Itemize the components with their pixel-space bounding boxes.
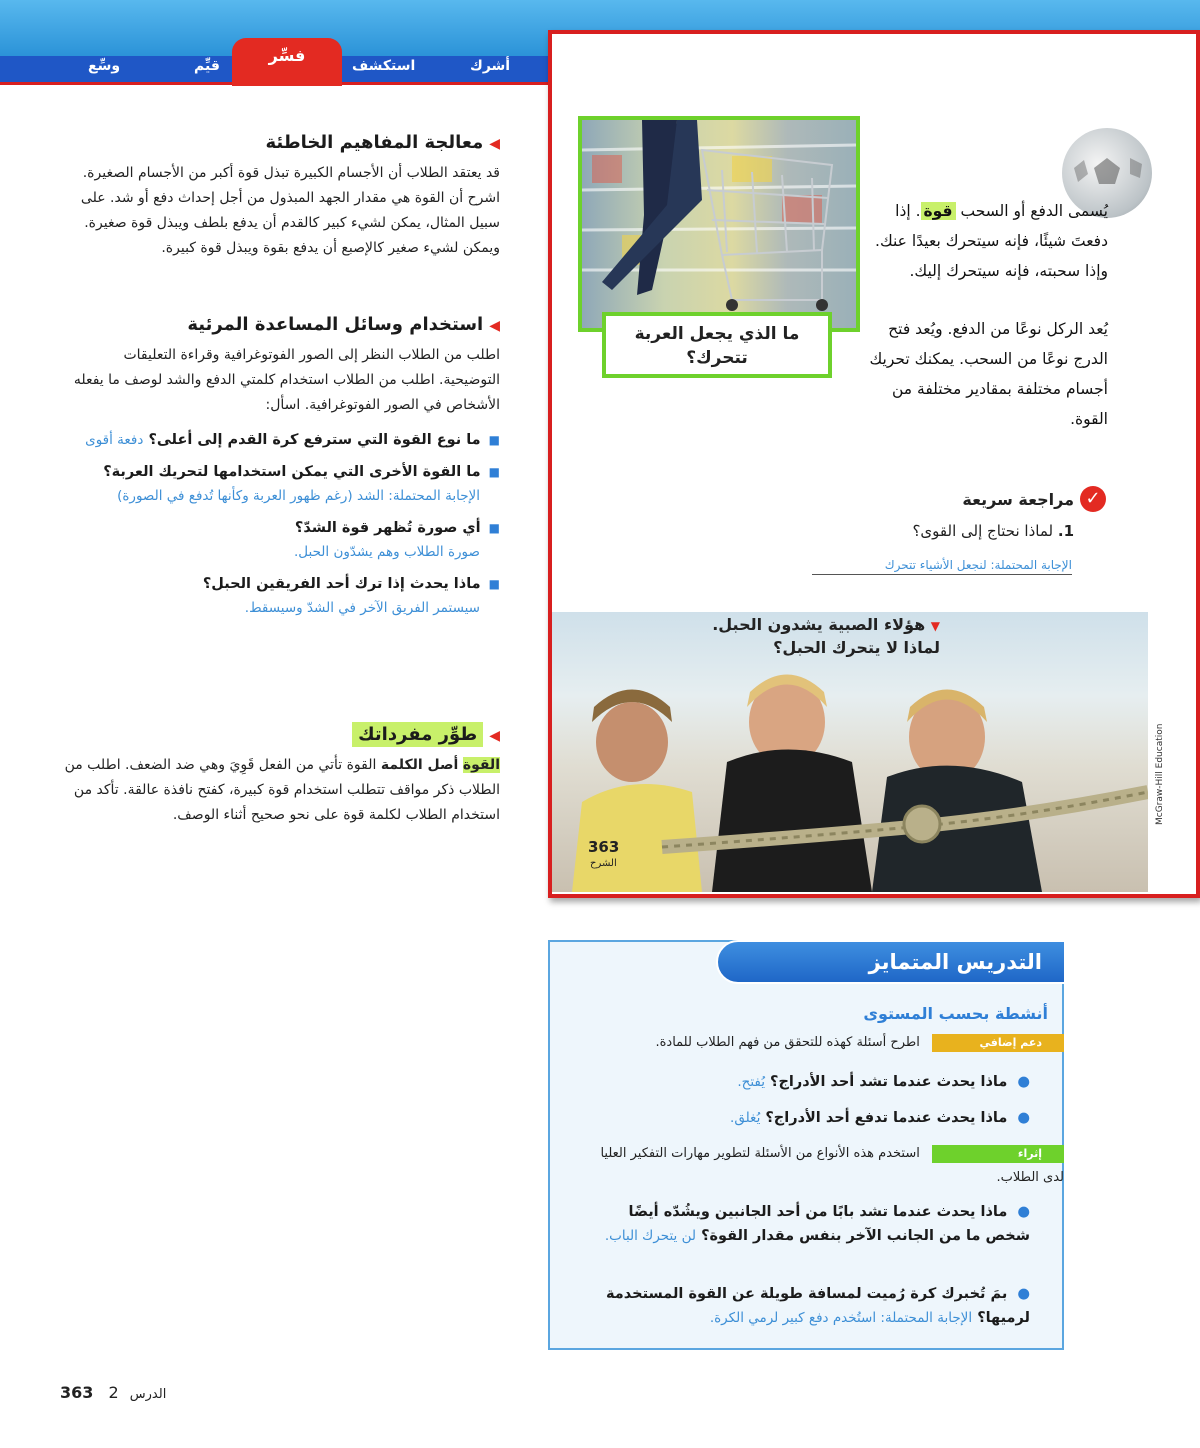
visual-question-list bbox=[60, 428, 500, 620]
question-text: ماذا يحدث عندما تدفع أحد الأدراج؟ bbox=[765, 1110, 1008, 1126]
square-bullet-icon: ■ bbox=[488, 577, 500, 591]
vocab-heading bbox=[60, 724, 500, 745]
tab-evaluate[interactable]: قيِّم bbox=[194, 58, 220, 74]
para1-end: . إذا دفعتَ شيئًا، فإنه سيتحرك بعيدًا عنك. وإذا سحبته، فإنه سيتحرك إليك. bbox=[875, 202, 1108, 280]
question-text: ماذا يحدث إذا ترك أحد الفريقين الحبل؟ bbox=[202, 576, 481, 592]
cart-caption: ما الذي يجعل العربة تتحرك؟ bbox=[602, 312, 832, 378]
visuals-heading bbox=[60, 314, 500, 335]
list-item bbox=[60, 516, 500, 564]
misconceptions-title: معالجة المفاهيم الخاطئة bbox=[265, 132, 484, 153]
question-text: لماذا نحتاج إلى القوى؟ bbox=[912, 522, 1054, 540]
footer-page-number: 363 bbox=[60, 1383, 94, 1402]
answer-text: سيستمر الفريق الآخر في الشدّ وسيسقط. bbox=[244, 600, 480, 616]
list-item bbox=[570, 1070, 1030, 1094]
footer-lesson-label: الدرس bbox=[129, 1387, 167, 1402]
question-text: ماذا يحدث عندما تشد بابًا من أحد الجانبين ويشُدّه أيضًا شخص ما من الجانب الآخر بنفس مقدار القوة؟ bbox=[628, 1204, 1030, 1244]
bullet-icon: ● bbox=[1017, 1074, 1030, 1090]
cart-illustration bbox=[582, 120, 856, 328]
bullet-icon: ● bbox=[1017, 1286, 1030, 1302]
quick-check-answer: الإجابة المحتملة: لنجعل الأشياء تتحرك bbox=[812, 558, 1072, 575]
force-definition-paragraph bbox=[870, 196, 1108, 286]
bullet-icon: ● bbox=[1017, 1204, 1030, 1220]
quick-check-title: مراجعة سريعة bbox=[962, 490, 1074, 509]
visuals-text: اطلب من الطلاب النظر إلى الصور الفوتوغرافية وقراءة التعليقات التوضيحية. اطلب من الطلاب استخدام كلمتي الدفع والشد لوصف ما يفعله الأشخاص في الصور الفوتوغرافية. اسأل: bbox=[73, 347, 500, 413]
rope-caption-text-1: هؤلاء الصبية يشدون الحبل. bbox=[712, 615, 926, 634]
misconceptions-text: قد يعتقد الطلاب أن الأجسام الكبيرة تبذل قوة أكبر من الأجسام الصغيرة. اشرح أن القوة هي مقدار الجهد المبذول من أجل إحداث دفع أو شد. على سبيل المثال، يمكن لشيء كبير كالقدم أن يدفع بلطف ويبذل قوة صغيرة. ويمكن لشيء صغير كالإصبع أن يدفع بقوة ويبذل قوة كبيرة. bbox=[80, 165, 500, 256]
vocab-body: القوة تأتي من الفعل قَوِيَ وهي ضد الضعف. اطلب من الطلاب ذكر مواقف تتطلب استخدام قوة كبيرة، كفتح نافذة عالقة. تأكد من استخدام الطلاب لكلمة قوة على نحو صحيح أثناء الوصف. bbox=[64, 757, 500, 823]
tab-explain[interactable]: فسِّر bbox=[232, 38, 342, 86]
force-term: قوة bbox=[921, 202, 956, 220]
checkmark-icon: ✓ bbox=[1080, 486, 1106, 512]
visuals-title: استخدام وسائل المساعدة المرئية bbox=[187, 314, 484, 335]
list-item bbox=[588, 1200, 1030, 1248]
question-text: ما القوة الأخرى التي يمكن استخدامها لتحريك العربة؟ bbox=[103, 464, 481, 480]
list-item bbox=[588, 1282, 1030, 1330]
push-pull-paragraph: يُعد الركل نوعًا من الدفع. ويُعد فتح الدرج نوعًا من السحب. يمكنك تحريك أجسام مختلفة بمقادير مختلفة من القوة. bbox=[869, 320, 1108, 428]
student-page-label: الشرح bbox=[590, 858, 617, 869]
list-item bbox=[60, 460, 500, 508]
vocab-section bbox=[60, 724, 500, 828]
square-bullet-icon: ■ bbox=[488, 465, 500, 479]
triangle-down-icon: ▼ bbox=[930, 619, 940, 633]
question-text: أي صورة تُظهر قوة الشدّ؟ bbox=[294, 520, 481, 536]
answer-text: الإجابة المحتملة: الشد (رغم ظهور العربة وكأنها تُدفع في الصورة) bbox=[117, 488, 480, 504]
rope-caption bbox=[640, 614, 940, 659]
student-page-number: 363 bbox=[588, 838, 620, 856]
square-bullet-icon: ■ bbox=[488, 433, 500, 447]
shopping-cart-photo bbox=[578, 116, 860, 332]
question-text: بمَ تُخبرك كرة رُميت لمسافة طويلة عن القوة المستخدمة لرميها؟ bbox=[605, 1286, 1030, 1326]
photo-credit: McGraw-Hill Education bbox=[1155, 723, 1165, 825]
enrichment-row bbox=[600, 1142, 1064, 1190]
square-bullet-icon: ■ bbox=[488, 521, 500, 535]
extra-support-row bbox=[570, 1034, 1064, 1052]
tab-engage[interactable]: أشرك bbox=[470, 58, 511, 74]
triangle-icon: ◀ bbox=[489, 136, 500, 152]
vocab-title: طوِّر مفرداتك bbox=[352, 722, 483, 747]
extra-support-tag: دعم إضافي bbox=[932, 1034, 1064, 1052]
rope-caption-line-2: لماذا لا يتحرك الحبل؟ bbox=[773, 638, 940, 657]
tab-explore[interactable]: استكشف bbox=[352, 58, 416, 74]
tab-extend[interactable]: وسِّع bbox=[88, 58, 121, 74]
vocab-text bbox=[60, 753, 500, 828]
triangle-icon: ◀ bbox=[489, 728, 500, 744]
vocab-word: القوة bbox=[462, 757, 500, 773]
misconceptions-section bbox=[60, 132, 500, 261]
extra-support-text: اطرح أسئلة كهذه للتحقق من فهم الطلاب للمادة. bbox=[655, 1035, 920, 1050]
footer-lesson-number: 2 bbox=[108, 1383, 119, 1402]
answer-text: صورة الطلاب وهم يشدّون الحبل. bbox=[293, 544, 480, 560]
question-number: 1. bbox=[1057, 522, 1074, 540]
answer-text: لن يتحرك الباب. bbox=[604, 1228, 696, 1244]
list-item bbox=[60, 572, 500, 620]
quick-check-question bbox=[820, 522, 1074, 540]
misconceptions-heading bbox=[60, 132, 500, 153]
rope-caption-line-1 bbox=[640, 614, 940, 637]
diff-subtitle: أنشطة بحسب المستوى bbox=[863, 1004, 1048, 1023]
visuals-section bbox=[60, 314, 500, 620]
question-text: ما نوع القوة التي سترفع كرة القدم إلى أعلى؟ bbox=[148, 432, 481, 448]
enrichment-tag: إثراء bbox=[932, 1145, 1064, 1163]
para1-start: يُسمى الدفع أو السحب bbox=[960, 202, 1108, 220]
answer-text: الإجابة المحتملة: استُخدم دفع كبير لرمي الكرة. bbox=[709, 1310, 973, 1326]
triangle-icon: ◀ bbox=[489, 318, 500, 334]
list-item bbox=[60, 428, 500, 452]
list-item bbox=[570, 1106, 1030, 1130]
answer-text: يُغلق. bbox=[730, 1110, 761, 1126]
answer-text: دفعة أقوى bbox=[85, 432, 144, 448]
question-text: ماذا يحدث عندما تشد أحد الأدراج؟ bbox=[770, 1074, 1008, 1090]
enrichment-text: استخدم هذه الأنواع من الأسئلة لتطوير مهارات التفكير العليا لدى الطلاب. bbox=[600, 1146, 1064, 1185]
differentiated-header: التدريس المتمايز bbox=[716, 940, 1066, 984]
footer bbox=[60, 1383, 166, 1402]
bullet-icon: ● bbox=[1017, 1110, 1030, 1126]
vocab-origin-label: أصل الكلمة bbox=[380, 757, 459, 773]
answer-text: يُفتح. bbox=[737, 1074, 765, 1090]
